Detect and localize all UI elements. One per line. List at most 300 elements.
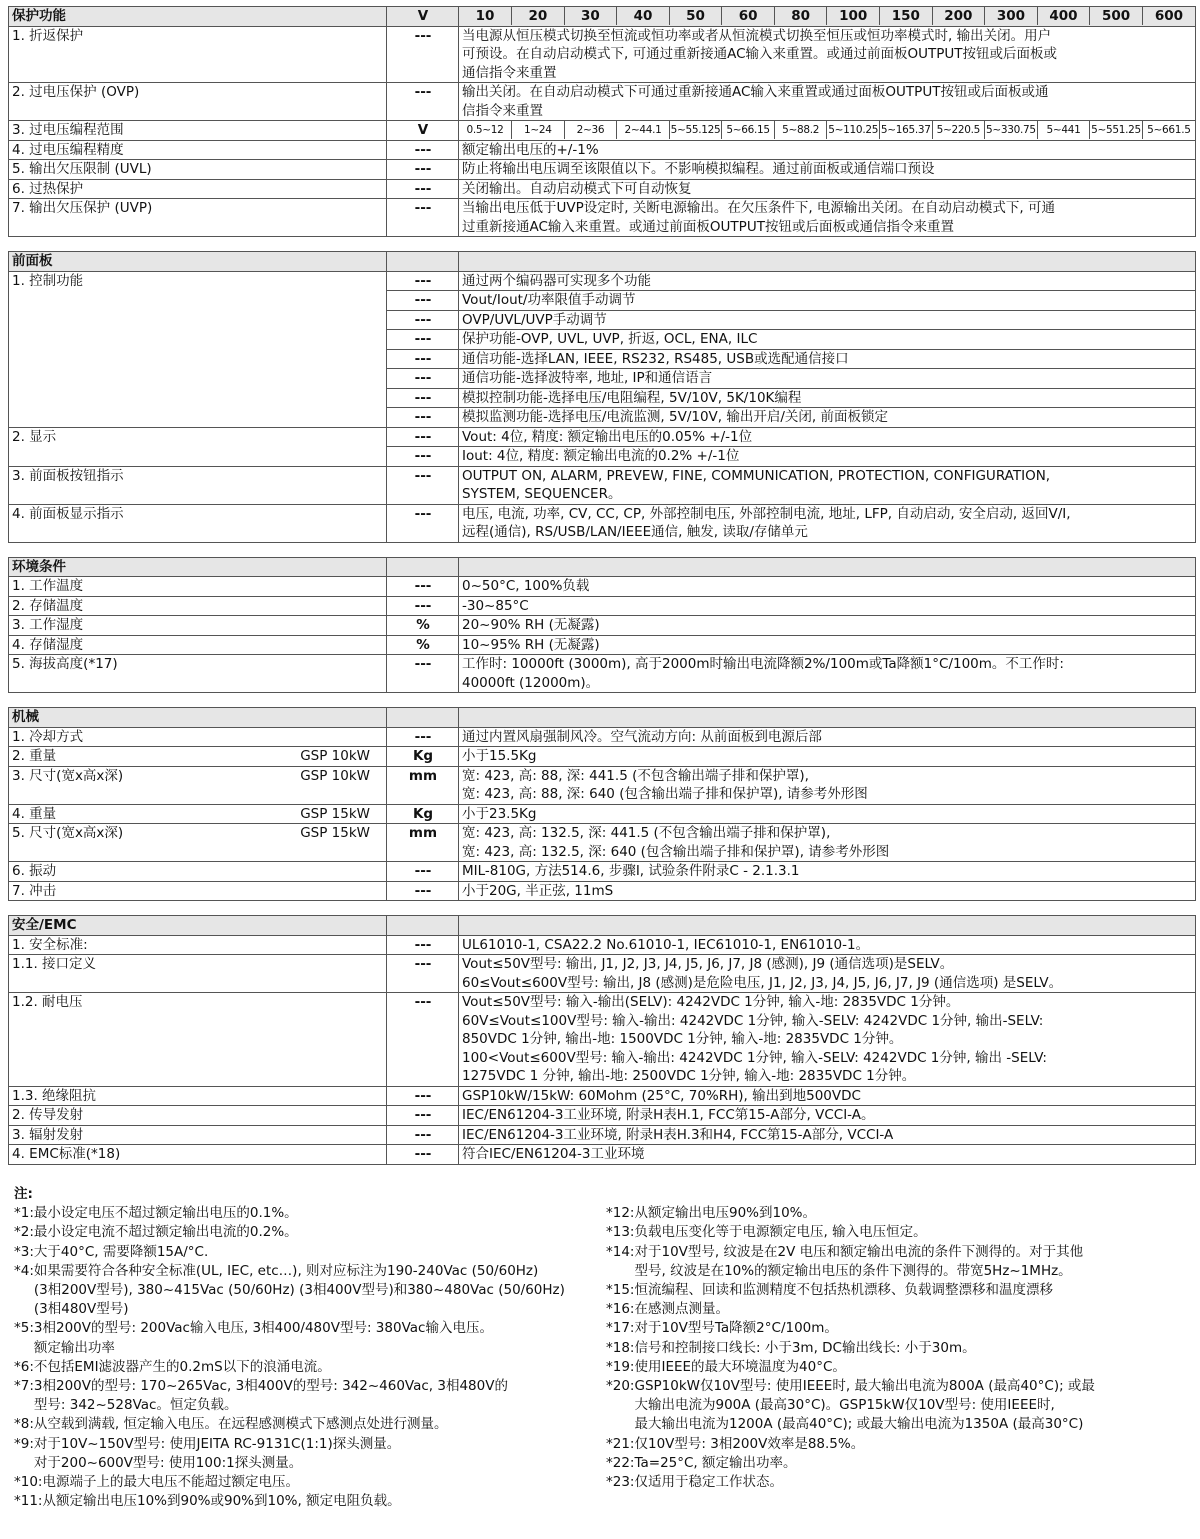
table-row: [9, 935, 1196, 955]
value-line: 信指令来重置: [462, 102, 543, 119]
note-key: *3:: [14, 1243, 34, 1260]
row-value: [459, 1086, 1196, 1106]
row-unit: ---: [387, 727, 459, 747]
value-line: 宽: 423, 高: 132.5, 深: 441.5 (不包含输出端子排和保护罩),: [462, 825, 831, 841]
value-line: 100<Vout≤600V型号: 输入-输出: 4242VDC 1分钟, 输入-SELV: 4242VDC 1分钟, 输出 -SELV:: [462, 1049, 1047, 1066]
note-key: *21:: [606, 1435, 635, 1452]
row-value: [459, 140, 1196, 160]
row-unit: ---: [387, 447, 459, 467]
notes-title: 注:: [14, 1186, 33, 1202]
note-text: [634, 1300, 1194, 1319]
note-key: *8:: [14, 1416, 34, 1433]
note-text: [34, 1358, 606, 1377]
note-line: 大于40°C, 需要降额15A/°C.: [33, 1243, 209, 1260]
value-line: 工作时: 10000ft (3000m), 高于2000m时输出电流降额2%/100m或Ta降额1°C/100m。不工作时:: [462, 656, 1064, 672]
notes-section: [14, 1185, 1194, 1511]
table-row: [9, 881, 1196, 901]
value-line: 40000ft (12000m)。: [462, 674, 600, 691]
model-voltage: 50: [669, 7, 722, 25]
note-item: [14, 1473, 606, 1492]
row-label: 2. 存储温度: [9, 596, 387, 616]
ovp-range: 1~24: [512, 121, 565, 139]
table-row: [9, 616, 1196, 636]
ovp-range: 5~441: [1037, 121, 1090, 139]
table-row: [9, 727, 1196, 747]
note-line: 型号, 纹波是在10%的额定输出电压的条件下测得的。带宽5Hz~1MHz。: [634, 1262, 1072, 1279]
section-spacer: [459, 252, 1196, 272]
section-header: [9, 7, 1196, 27]
note-line: (3相200V型号), 380~415Vac (50/60Hz) (3相400V型号)和380~480Vac (50/60Hz): [33, 1282, 565, 1299]
note-text: [634, 1243, 1194, 1281]
row-value: [459, 766, 1196, 804]
row-value: [459, 26, 1196, 83]
section-unit: V: [387, 7, 459, 27]
note-text: [634, 1358, 1194, 1377]
row-value: 保护功能-OVP, UVL, UVP, 折返, OCL, ENA, ILC: [459, 330, 1196, 350]
section-header: [9, 916, 1196, 936]
section-header: [9, 708, 1196, 728]
row-label: 5. 海拔高度(*17): [9, 655, 387, 693]
row-label: 2. 传导发射: [9, 1106, 387, 1126]
row-label: 1. 安全标准:: [9, 935, 387, 955]
note-item: [606, 1204, 1194, 1223]
value-line: SYSTEM, SEQUENCER。: [462, 486, 622, 502]
note-line: 大输出电流为900A (最高30°C)。GSP15kW仅10V型号: 使用IEEE时,: [634, 1397, 1055, 1414]
ovp-range: 5~66.15: [722, 121, 775, 139]
row-unit: ---: [387, 1086, 459, 1106]
row-value: [459, 655, 1196, 693]
table-row: [9, 577, 1196, 597]
note-key: *7:: [14, 1378, 34, 1395]
section-spacer: [459, 557, 1196, 577]
note-text: [34, 1435, 606, 1473]
note-item: [606, 1454, 1194, 1473]
note-item: [606, 1223, 1194, 1242]
row-unit: ---: [387, 862, 459, 882]
row-value: [459, 179, 1196, 199]
row-value: Vout: 4位, 精度: 额定输出电压的0.05% +/-1位: [459, 427, 1196, 447]
row-unit: ---: [387, 504, 459, 542]
table-row: [9, 83, 1196, 121]
model-voltage: 20: [512, 7, 565, 25]
section-unit: [387, 557, 459, 577]
note-text: [34, 1223, 606, 1242]
spec-page: [8, 6, 1196, 1165]
value-line: 宽: 423, 高: 132.5, 深: 640 (包含输出端子排和保护罩), 请参考外形图: [462, 843, 890, 860]
value-line: 关闭输出。自动启动模式下可自动恢复: [462, 180, 692, 197]
note-line: 3相200V的型号: 170~265Vac, 3相400V的型号: 342~460Vac, 3相480V的: [33, 1378, 508, 1395]
value-line: 通过内置风扇强制风冷。空气流动方向: 从前面板到电源后部: [462, 728, 822, 745]
row-unit: ---: [387, 388, 459, 408]
row-value: [459, 1125, 1196, 1145]
note-key: *11:: [14, 1493, 43, 1510]
row-value: [459, 1145, 1196, 1165]
value-line: 当电源从恒压模式切换至恒流或恒功率或者从恒流模式切换至恒压或恒功率模式时, 输出关闭。用户: [462, 27, 1052, 44]
row-value: [459, 955, 1196, 993]
table-row: [9, 1125, 1196, 1145]
model-voltage: 30: [564, 7, 617, 25]
row-unit: mm: [387, 766, 459, 804]
ovp-range: 5~165.37: [880, 121, 933, 139]
value-line: 60V≤Vout≤100V型号: 输入-输出: 4242VDC 1分钟, 输入-SELV: 4242VDC 1分钟, 输出-SELV:: [462, 1012, 1044, 1029]
note-text: [634, 1435, 1194, 1454]
section-header: [9, 252, 1196, 272]
section-title: 环境条件: [9, 557, 387, 577]
value-line: 可预设。在自动启动模式下, 可通过重新接通AC输入来重置。或通过前面板OUTPUT按钮或后面板或: [462, 46, 1058, 62]
note-text: [634, 1281, 1194, 1300]
notes-right-column: [606, 1204, 1194, 1511]
row-value: [459, 616, 1196, 636]
note-text: [34, 1377, 606, 1415]
section-title: 保护功能: [9, 7, 387, 27]
value-line: 通信指令来重置: [462, 64, 557, 81]
note-item: [606, 1243, 1194, 1281]
note-line: 仅适用于稳定工作状态。: [634, 1474, 783, 1491]
note-line: 对于200~600V型号: 使用100:1探头测量。: [33, 1454, 303, 1471]
model-voltage: 150: [880, 7, 933, 25]
note-item: [14, 1262, 606, 1320]
row-label: 1. 工作温度: [9, 577, 387, 597]
row-value: 模拟监测功能-选择电压/电流监测, 5V/10V, 输出开启/关闭, 前面板锁定: [459, 408, 1196, 428]
section-unit: [387, 916, 459, 936]
section-title: 前面板: [9, 252, 387, 272]
table-row: [9, 160, 1196, 180]
note-item: [606, 1435, 1194, 1454]
note-text: [34, 1319, 606, 1357]
row-unit: ---: [387, 1106, 459, 1126]
value-line: Vout≤50V型号: 输入-输出(SELV): 4242VDC 1分钟, 输入-地: 2835VDC 1分钟。: [462, 994, 960, 1010]
table-row: [9, 1106, 1196, 1126]
row-value: [459, 504, 1196, 542]
note-key: *18:: [606, 1339, 635, 1356]
model-voltage: 600: [1142, 7, 1195, 25]
row-value: 模拟控制功能-选择电压/电阻编程, 5V/10V, 5K/10K编程: [459, 388, 1196, 408]
row-value: [459, 747, 1196, 767]
note-key: *20:: [606, 1378, 635, 1395]
note-text: [634, 1377, 1194, 1435]
note-item: [14, 1319, 606, 1357]
note-line: 如果需要符合各种安全标准(UL, IEC, etc…), 则对应标注为190-240Vac (50/60Hz): [33, 1262, 539, 1279]
note-text: [634, 1223, 1194, 1242]
note-text: [42, 1473, 606, 1492]
row-unit: ---: [387, 179, 459, 199]
row-label: 5. 输出欠压限制 (UVL): [9, 160, 387, 180]
ovp-range: 0.5~12: [466, 124, 504, 136]
note-text: [34, 1243, 606, 1262]
row-label: 4. EMC标准(*18): [9, 1145, 387, 1165]
row-model: GSP 10kW: [287, 747, 387, 767]
table-row: [9, 596, 1196, 616]
ovp-range: 5~551.25: [1090, 121, 1143, 139]
row-unit: ---: [387, 83, 459, 121]
row-unit: ---: [387, 199, 459, 237]
model-voltage-header: [459, 7, 1196, 27]
note-key: *17:: [606, 1320, 635, 1337]
note-line: 从额定输出电压90%到10%。: [634, 1205, 816, 1222]
value-line: 1275VDC 1 分钟, 输出-地: 2500VDC 1分钟, 输入-地: 2835VDC 1分钟。: [462, 1068, 916, 1084]
note-line: 从额定输出电压10%到90%或90%到10%, 额定电阻负载。: [42, 1493, 401, 1510]
row-unit: ---: [387, 466, 459, 504]
value-line: MIL-810G, 方法514.6, 步骤I, 试验条件附录C - 2.1.3.1: [462, 863, 800, 879]
ovp-range: 5~220.5: [932, 121, 985, 139]
note-line: 最小设定电压不超过额定输出电压的0.1%。: [33, 1205, 298, 1222]
note-line: 信号和控制接口线长: 小于3m, DC输出线长: 小于30m。: [634, 1339, 976, 1356]
note-key: *22:: [606, 1454, 635, 1471]
row-unit: ---: [387, 349, 459, 369]
section-header: [9, 557, 1196, 577]
row-label: 2. 重量: [9, 747, 287, 767]
row-unit: %: [387, 635, 459, 655]
row-value: [459, 881, 1196, 901]
row-unit: ---: [387, 577, 459, 597]
model-voltage-grid: [459, 7, 1195, 25]
value-line: 输出关闭。在自动启动模式下可通过重新接通AC输入来重置或通过面板OUTPUT按钮或后面板或通: [462, 84, 1049, 100]
note-key: *16:: [606, 1301, 635, 1318]
note-item: [14, 1204, 606, 1223]
row-value: [459, 935, 1196, 955]
table-row: [9, 824, 1196, 862]
note-line: 仅10V型号: 3相200V效率是88.5%。: [634, 1435, 865, 1452]
table-row: [9, 635, 1196, 655]
table-row: [9, 140, 1196, 160]
note-key: *15:: [606, 1282, 635, 1299]
row-unit: ---: [387, 935, 459, 955]
table-row: [9, 955, 1196, 993]
section-title: 机械: [9, 708, 387, 728]
row-label: 4. 过电压编程精度: [9, 140, 387, 160]
row-unit: ---: [387, 955, 459, 993]
note-line: GSP10kW仅10V型号: 使用IEEE时, 最大输出电流为800A (最高40°C); 或最: [634, 1378, 1095, 1395]
row-unit: Kg: [387, 804, 459, 824]
row-model: [287, 881, 387, 901]
ovp-range: 2~36: [564, 121, 617, 139]
note-key: *2:: [14, 1224, 34, 1241]
note-key: *13:: [606, 1224, 635, 1241]
row-model: GSP 15kW: [287, 824, 387, 862]
note-item: [14, 1223, 606, 1242]
model-voltage: 100: [827, 7, 880, 25]
row-value: [459, 466, 1196, 504]
note-line: (3相480V型号): [33, 1301, 129, 1318]
row-label: 1.2. 耐电压: [9, 993, 387, 1087]
row-value: [459, 577, 1196, 597]
note-item: [606, 1319, 1194, 1338]
row-unit: ---: [387, 1125, 459, 1145]
row-value: [459, 83, 1196, 121]
value-line: OUTPUT ON, ALARM, PREVEW, FINE, COMMUNICATION, PROTECTION, CONFIGURATION,: [462, 467, 1051, 484]
model-voltage: 400: [1037, 7, 1090, 25]
notes-left-column: [14, 1204, 606, 1511]
note-line: 恒流编程、回读和监测精度不包括热机漂移、负载调整漂移和温度漂移: [634, 1282, 1053, 1299]
row-unit: mm: [387, 824, 459, 862]
note-key: *9:: [14, 1435, 34, 1452]
row-value: [459, 824, 1196, 862]
row-label: 5. 尺寸(宽x高x深): [9, 824, 287, 862]
safety-emc-table: [8, 915, 1196, 1165]
model-voltage: 10: [459, 7, 512, 25]
row-unit: Kg: [387, 747, 459, 767]
note-text: [634, 1204, 1194, 1223]
note-line: 从空载到满载, 恒定输入电压。在远程感测模式下感测点处进行测量。: [33, 1416, 448, 1433]
row-value: [459, 862, 1196, 882]
row-label: 6. 振动: [9, 862, 287, 882]
note-item: [606, 1473, 1194, 1492]
row-unit: ---: [387, 140, 459, 160]
row-unit: ---: [387, 993, 459, 1087]
row-model: [287, 727, 387, 747]
ovp-range: 5~330.75: [985, 121, 1038, 139]
note-line: 电源端子上的最大电压不能超过额定电压。: [42, 1474, 299, 1491]
note-item: [606, 1377, 1194, 1435]
ovp-range: 5~661.5: [1142, 121, 1195, 139]
row-value: [459, 993, 1196, 1087]
ovp-range: 5~110.25: [827, 121, 880, 139]
row-unit: %: [387, 616, 459, 636]
row-label: 1.1. 接口定义: [9, 955, 387, 993]
note-line: 对于10V型号, 纹波是在2V 电压和额定输出电流的条件下测得的。对于其他: [634, 1243, 1084, 1260]
value-line: 宽: 423, 高: 88, 深: 441.5 (不包含输出端子排和保护罩),: [462, 767, 809, 784]
row-label: 4. 存储湿度: [9, 635, 387, 655]
note-text: [634, 1339, 1194, 1358]
note-item: [606, 1281, 1194, 1300]
note-text: [634, 1319, 1194, 1338]
row-model: GSP 15kW: [287, 804, 387, 824]
note-line: 不包括EMI滤波器产生的0.2mS以下的浪涌电流。: [33, 1358, 331, 1375]
table-row: [9, 862, 1196, 882]
note-text: [34, 1204, 606, 1223]
note-item: [606, 1358, 1194, 1377]
row-label: 7. 冲击: [9, 881, 287, 901]
note-key: *6:: [14, 1358, 34, 1375]
value-line: 850VDC 1分钟, 输出-地: 1500VDC 1分钟, 输入-地: 2835VDC 1分钟。: [462, 1031, 903, 1047]
ovp-range: 2~44.1: [617, 121, 670, 139]
note-line: 最小设定电流不超过额定输出电流的0.2%。: [33, 1224, 298, 1241]
row-value: [459, 1106, 1196, 1126]
row-value: [459, 199, 1196, 237]
note-key: *4:: [14, 1262, 34, 1279]
row-value: 通信功能-选择波特率, 地址, IP和通信语言: [459, 369, 1196, 389]
note-text: [634, 1473, 1194, 1492]
row-label: 7. 输出欠压保护 (UVP): [9, 199, 387, 237]
table-row: [9, 271, 1196, 291]
row-label: 3. 辐射发射: [9, 1125, 387, 1145]
row-label: 1.3. 绝缘阻抗: [9, 1086, 387, 1106]
ovp-range-grid: [459, 121, 1195, 139]
row-label: 3. 工作湿度: [9, 616, 387, 636]
row-value: 通过两个编码器可实现多个功能: [459, 271, 1196, 291]
value-line: 额定输出电压的+/-1%: [462, 141, 599, 158]
note-item: [606, 1300, 1194, 1319]
row-unit: ---: [387, 655, 459, 693]
row-value: Vout/Iout/功率限值手动调节: [459, 291, 1196, 311]
value-line: 60≤Vout≤600V型号: 输出, J8 (感测)是危险电压, J1, J2, J3, J4, J5, J6, J7, J9 (通信选项) 是SELV。: [462, 974, 1063, 991]
value-line: IEC/EN61204-3工业环境, 附录H表H.3和H4, FCC第15-A部分, VCCI-A: [462, 1126, 894, 1143]
table-row: [9, 466, 1196, 504]
value-line: GSP10kW/15kW: 60Mohm (25°C, 70%RH), 输出到地500VDC: [462, 1087, 861, 1104]
note-line: 对于10V~150V型号: 使用JEITA RC-9131C(1:1)探头测量。: [33, 1435, 401, 1452]
protection-table: [8, 6, 1196, 237]
row-value: [459, 635, 1196, 655]
note-line: 最大输出电流为1200A (最高40°C); 或最大输出电流为1350A (最高30°C): [634, 1416, 1084, 1433]
row-unit: ---: [387, 291, 459, 311]
note-text: [42, 1492, 606, 1511]
row-model: GSP 10kW: [287, 766, 387, 804]
row-label: 1. 控制功能: [9, 271, 387, 427]
note-text: [34, 1262, 606, 1320]
row-value: [459, 596, 1196, 616]
note-line: 额定输出功率: [33, 1339, 115, 1356]
note-line: 在感测点测量。: [634, 1301, 729, 1318]
note-line: 对于10V型号Ta降额2°C/100m。: [634, 1320, 838, 1337]
row-label: 4. 重量: [9, 804, 287, 824]
row-unit: V: [387, 121, 459, 141]
value-line: 10~95% RH (无凝露): [462, 636, 600, 653]
value-line: 当输出电压低于UVP设定时, 关断电源输出。在欠压条件下, 电源输出关闭。在自动启动模式下, 可通: [462, 200, 1056, 216]
row-unit: ---: [387, 271, 459, 291]
note-key: *12:: [606, 1205, 635, 1222]
value-line: -30~85°C: [462, 597, 529, 614]
ovp-range: 5~55.125: [669, 121, 722, 139]
value-line: 0~50°C, 100%负载: [462, 578, 590, 594]
model-voltage: 40: [617, 7, 670, 25]
row-unit: ---: [387, 408, 459, 428]
table-row: [9, 427, 1196, 447]
row-label: 1. 折返保护: [9, 26, 387, 83]
model-voltage: 80: [774, 7, 827, 25]
row-value: OVP/UVL/UVP手动调节: [459, 310, 1196, 330]
note-line: 使用IEEE的最大环境温度为40°C。: [634, 1358, 846, 1375]
row-label: 3. 尺寸(宽x高x深): [9, 766, 287, 804]
value-line: 符合IEC/EN61204-3工业环境: [462, 1146, 645, 1162]
section-unit: [387, 708, 459, 728]
note-item: [606, 1339, 1194, 1358]
row-unit: ---: [387, 369, 459, 389]
front-panel-table: [8, 251, 1196, 543]
table-row: [9, 504, 1196, 542]
row-value: [459, 804, 1196, 824]
note-text: [34, 1415, 606, 1434]
value-line: 电压, 电流, 功率, CV, CC, CP, 外部控制电压, 外部控制电流, 地址, LFP, 自动启动, 安全启动, 返回V/I,: [462, 505, 1071, 522]
table-row: [9, 121, 1196, 141]
section-title: 安全/EMC: [9, 916, 387, 936]
note-item: [14, 1435, 606, 1473]
note-key: *10:: [14, 1474, 43, 1491]
row-unit: ---: [387, 881, 459, 901]
row-unit: ---: [387, 26, 459, 83]
value-line: 宽: 423, 高: 88, 深: 640 (包含输出端子排和保护罩), 请参考外形图: [462, 786, 868, 802]
table-row: [9, 993, 1196, 1087]
note-item: [14, 1415, 606, 1434]
note-line: 负载电压变化等于电源额定电压, 输入电压恒定。: [634, 1224, 927, 1241]
value-line: 过重新接通AC输入来重置。或通过前面板OUTPUT按钮或后面板或通信指令来重置: [462, 218, 954, 235]
section-spacer: [459, 916, 1196, 936]
row-label: 4. 前面板显示指示: [9, 504, 387, 542]
row-unit: ---: [387, 1145, 459, 1165]
table-row: [9, 655, 1196, 693]
table-row: [9, 1145, 1196, 1165]
row-value: [459, 727, 1196, 747]
row-label: 1. 冷却方式: [9, 727, 287, 747]
table-row: [9, 1086, 1196, 1106]
value-line: 20~90% RH (无凝露): [462, 617, 600, 633]
note-line: Ta=25°C, 额定输出功率。: [634, 1454, 797, 1471]
table-row: [9, 179, 1196, 199]
environment-table: [8, 557, 1196, 694]
note-item: [14, 1377, 606, 1415]
row-unit: ---: [387, 596, 459, 616]
value-line: IEC/EN61204-3工业环境, 附录H表H.1, FCC第15-A部分, VCCI-A。: [462, 1107, 875, 1123]
row-label: 3. 前面板按钮指示: [9, 466, 387, 504]
